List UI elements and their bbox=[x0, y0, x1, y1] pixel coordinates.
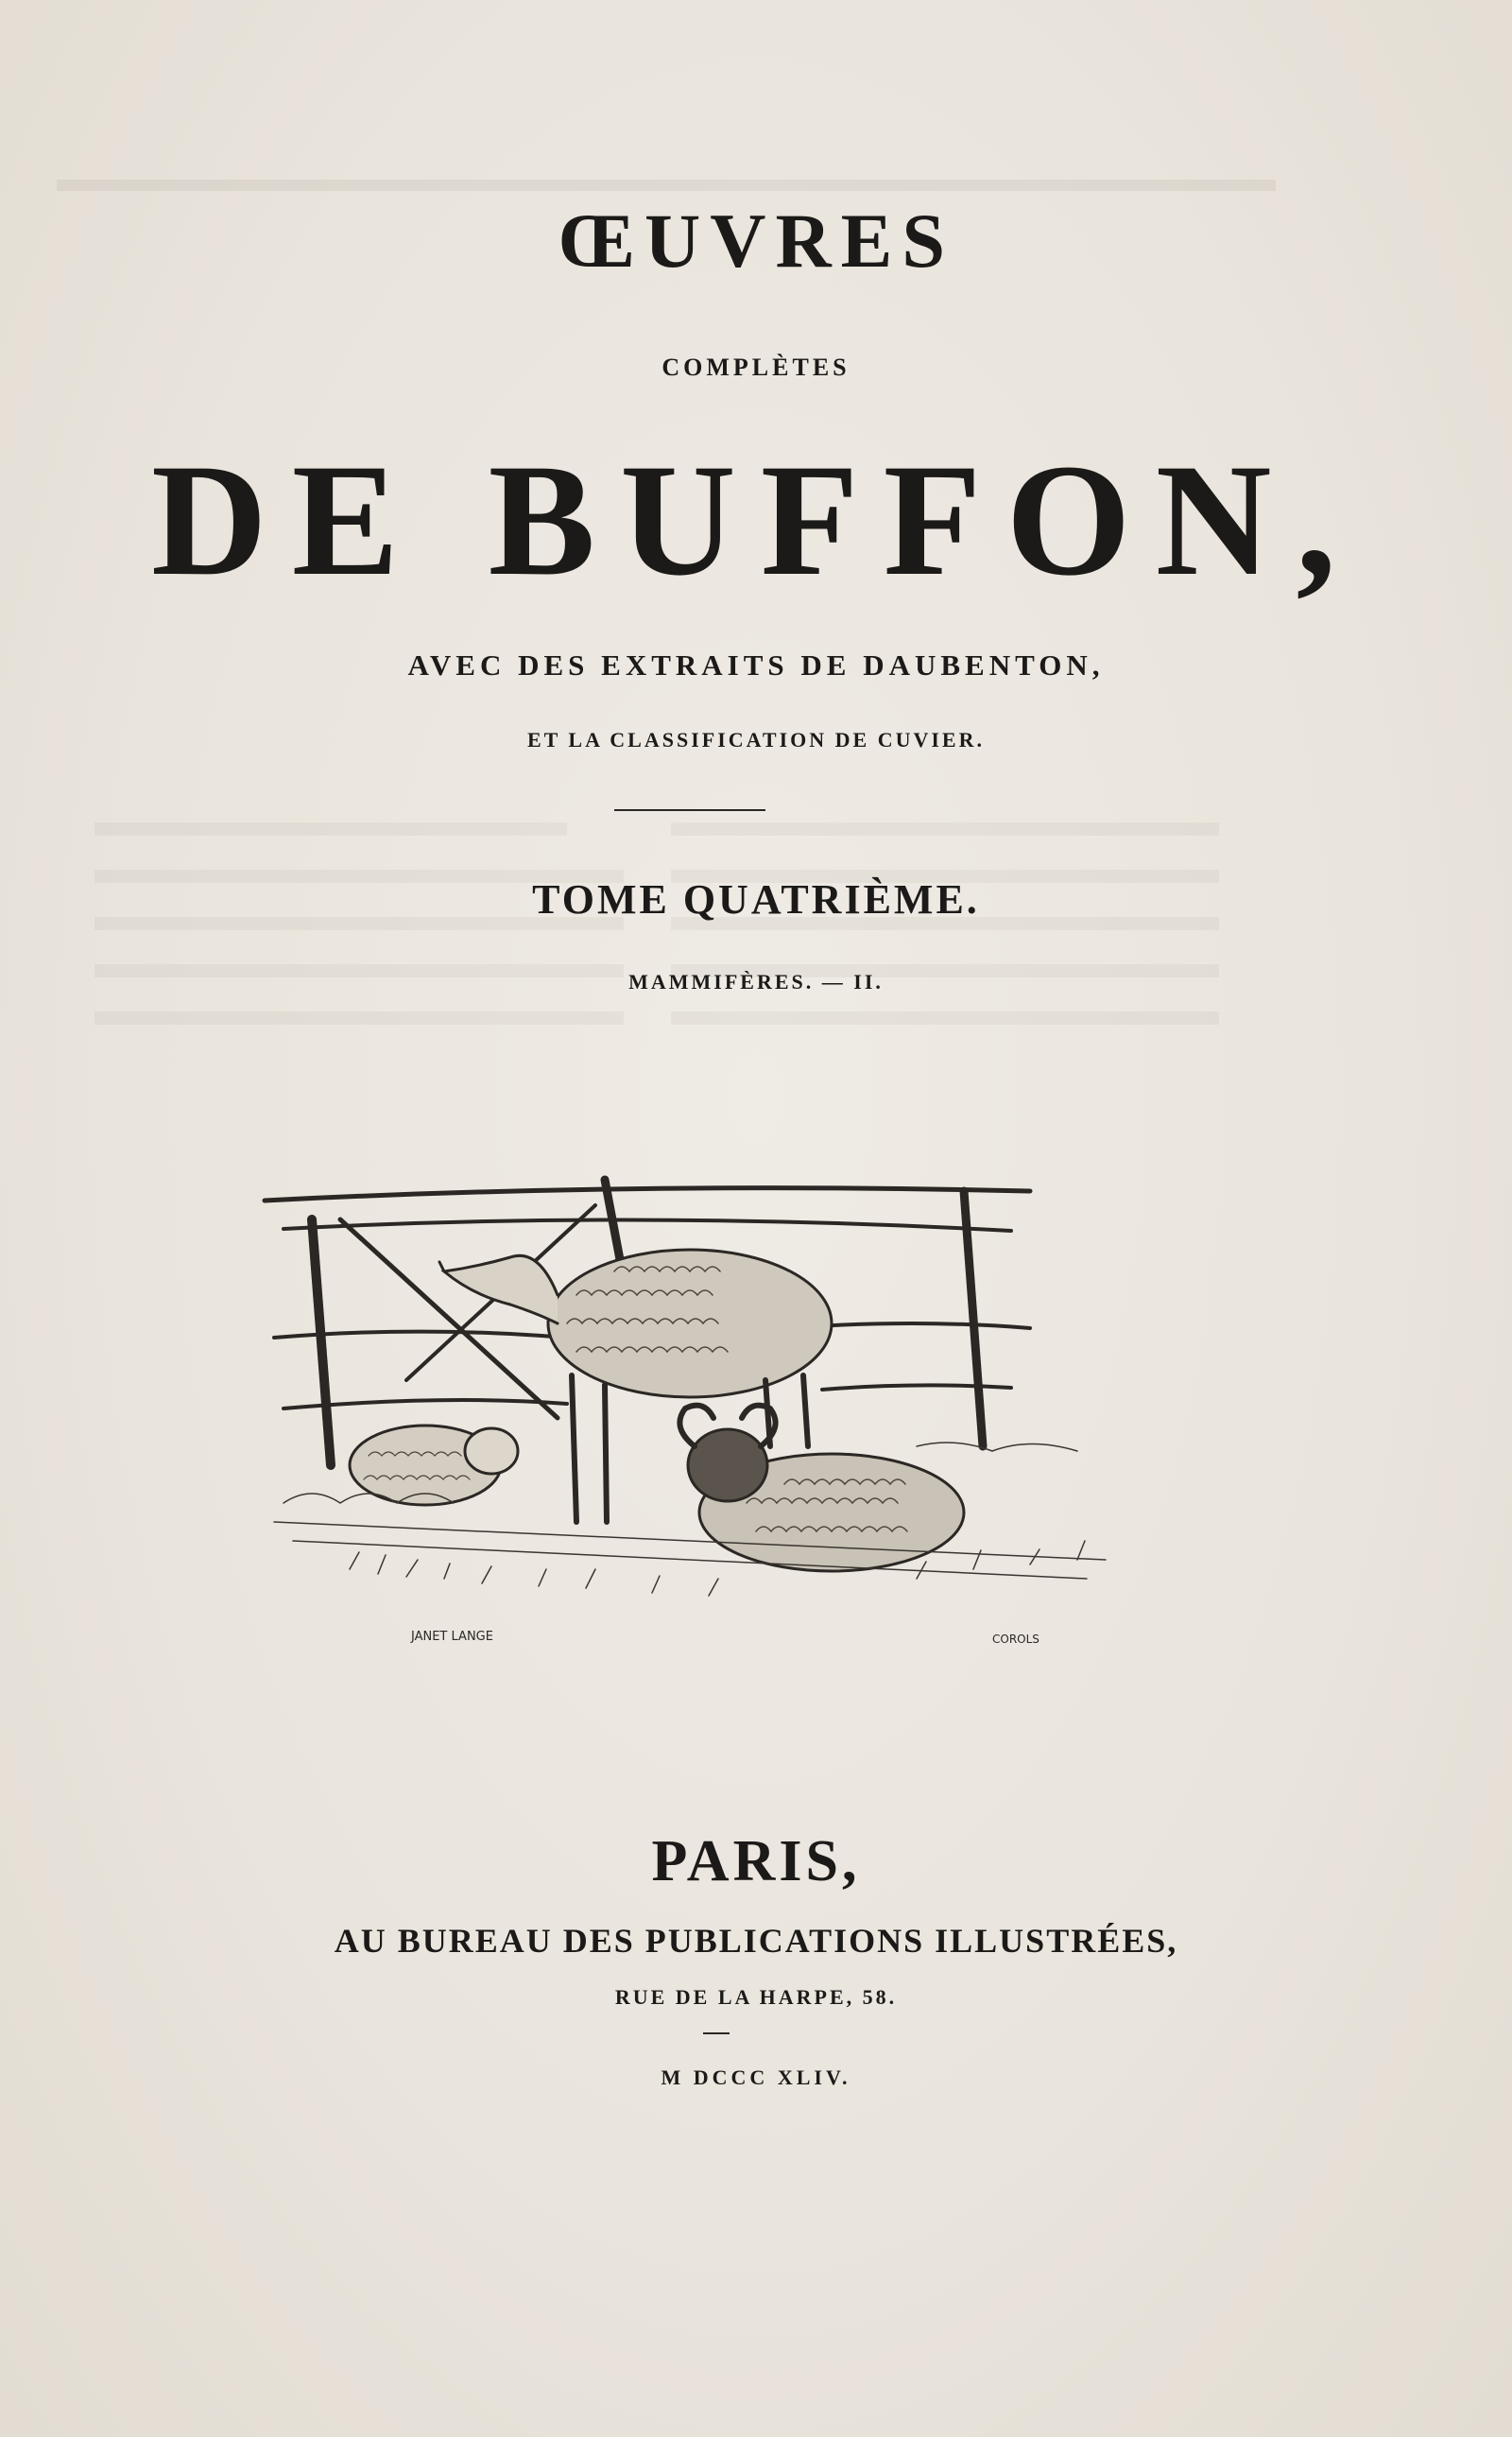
show-through-rule bbox=[57, 180, 1276, 191]
title-completes: COMPLÈTES bbox=[662, 354, 850, 381]
imprint-year: M DCCC XLIV. bbox=[661, 2065, 851, 2089]
show-through-line bbox=[94, 1011, 624, 1025]
subtitle-cuvier: ET LA CLASSIFICATION DE CUVIER. bbox=[526, 728, 985, 752]
imprint-publisher: AU BUREAU DES PUBLICATIONS ILLUSTRÉES, bbox=[334, 1922, 1178, 1960]
imprint-rule bbox=[703, 2032, 730, 2034]
title-de-buffon: DE BUFFON, bbox=[151, 431, 1361, 609]
subtitle-daubenton: AVEC DES EXTRAITS DE DAUBENTON, bbox=[407, 648, 1105, 682]
show-through-line bbox=[671, 822, 1219, 836]
artist-signature: JANET LANGE bbox=[411, 1630, 493, 1644]
imprint-city: PARIS, bbox=[651, 1829, 861, 1893]
show-through-line bbox=[94, 822, 567, 836]
imprint-address: RUE DE LA HARPE, 58. bbox=[614, 1985, 898, 2009]
fence-post bbox=[312, 1219, 331, 1465]
volume-heading: TOME QUATRIÈME. bbox=[532, 876, 980, 923]
sheep-engraving bbox=[255, 1163, 1143, 1673]
engraver-signature: COROLS bbox=[992, 1633, 1040, 1646]
volume-subject: MAMMIFÈRES. — II. bbox=[628, 970, 884, 994]
title-oeuvres: ŒUVRES bbox=[558, 198, 954, 284]
divider-rule bbox=[614, 809, 765, 811]
show-through-line bbox=[671, 1011, 1219, 1025]
